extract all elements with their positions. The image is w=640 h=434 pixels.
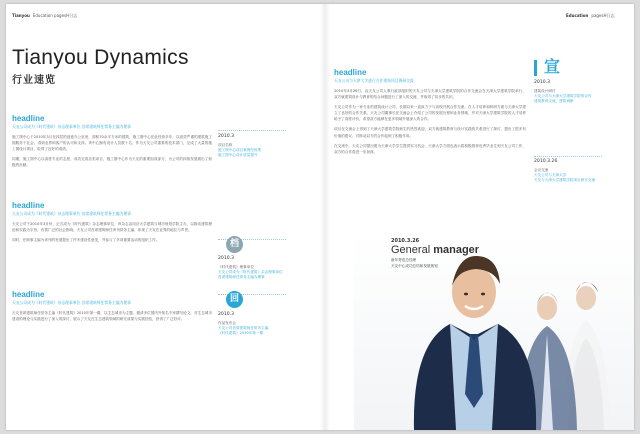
section-paragraph: 项目在交流会上得到了天津大学建筑学院师生的热烈欢迎，双方就建筑教育与设计实践的关系进行了探讨，提出了很多有价值的建议，对推动双方的合作起到了积极作用。 [334,127,526,138]
section-headline: headline [12,290,45,299]
section-paragraph: 天友公司于2010年3月份，正式成为《时代建筑》杂志理事单位，该杂志由同济大学建筑与城市规划学院主办，以推动建筑理论和实践为宗旨，有着广泛的社会影响。天友公司首席建筑师任该刊常务主编，体现了天友在业界的地位与声誉。 [12,222,212,233]
general-manager-caption [391,238,479,269]
side-block-2 [218,256,308,280]
side-item: 首席建筑师任常务主编为理事 [218,275,265,280]
right-running-head [566,13,615,19]
section-headline: headline [12,114,45,123]
side-item: 施工图中心项目案例经验集 [218,148,262,152]
section-subhead: 天友公司成为《时代建筑》杂志理事单位 首席建筑师任常务主编为理事 [12,300,131,305]
section-subhead: 天友公司与天津大学进行合作建筑项目调研交流 [334,78,414,83]
side-block-1 [218,134,308,158]
section-paragraph: 天友首席建筑师任常务主编《时代建筑》2010年第一期，以生态城市为主题，邀请多位国内外知名专家撰写论文，对生态城市建设的理论与实践进行了深入的探讨，展示了天友在生态建筑领域的研究成果与实践经验，获得了广泛好评。 [12,311,212,322]
running-head-rest: pagesH日志 [591,13,615,18]
side-item: 《时代建筑》2010年第一期 [218,331,264,336]
section-subhead: 天友公司成为《时代建筑》杂志理事单位 首席建筑师任常务主编为理事 [12,124,131,129]
side-item: 天友公司与天津大学 [534,173,567,177]
section-headline: headline [334,68,367,77]
running-head-rest: Education pagesH日志 [32,13,78,18]
dotted-divider [534,156,602,157]
section-headline: headline [12,201,45,210]
side-item: 天友公司与天津大学建筑学院的合作 [534,94,592,98]
section-paragraph: 施工图中心于2010年3月在四层的创意办公室里，面积70余平方米的建筑，施工图中心在此经营多年，以高效严谨的建筑施工图服务于社会，得到业界和客户的认可和支持。该中心拥有设计人员数十名，作为天友公司重要的技术部门，完成了大量的施工图设计项目，取得了良好的成绩。 [12,135,212,152]
section-paragraph: 天友公司作为一家专业的建筑设计公司，长期以来一直致力于与高校开展合作交流，在人才培养和科研方面与天津大学建立了良好的合作关系。天友公司董事长在交流会上介绍了公司的发展历程和业务领域，并对天津大学建筑学院的人才培养给予了高度评价，希望双方能够在更多领域开展深入的合作。 [334,105,526,122]
side-item: 建筑教育交流、建筑调研 [534,99,574,104]
side-label: 项目名称 [218,143,233,147]
side-item: 天友公司成为《时代建筑》杂志理事单位 [218,270,283,274]
right-news-section [334,68,526,155]
news-section-3 [12,290,212,322]
side-date: 2010.3 [534,80,551,85]
side-label: 《时代建筑》理事单位 [218,265,254,269]
page-title: Tianyou Dynamics [12,46,189,69]
side-date: 2010.3 [218,134,235,139]
side-label: 建筑设计研讨 [534,89,556,93]
side-date: 2010.3 [218,312,235,317]
section-tag-icon: 回 [226,291,243,308]
caption-date: 2010.3.26 [391,238,420,244]
dotted-divider [218,130,286,131]
magazine-spread [6,4,634,430]
side-item: 施工图中心设计质量提升 [218,153,258,158]
side-label: 会议交流 [534,168,549,172]
section-paragraph: 在交流中，天友公司提出愿为天津大学学生提供实习机会，天津大学方面也表示将积极推荐优秀毕业生到天友公司工作，双方的合作将进一步加深。 [334,143,526,154]
section-paragraph: 同时，任职事主编为该刊的发展提出了许多建设性意见，并参与了多项重要活动的组织工作。 [12,238,160,243]
side-date: 2010.3.26 [534,159,558,164]
side-item: 天友公司首席建筑师任常务主编 [218,326,269,330]
caption-title [391,244,479,256]
section-subhead: 天友公司成为《时代建筑》杂志理事单位 首席建筑师任常务主编为理事 [12,211,131,216]
caption-line-2: 天友中心成功总结和发展规划 [391,264,438,268]
left-running-head [12,13,77,19]
section-paragraph: 同期，施工图中心以高度专业的态度，成功完成各类项目，施工图中心作为天友的重要组成部分，为公司的持续发展做出了积极的贡献。 [12,157,212,168]
section-tag-icon: 宣 [541,56,563,78]
side-block-3 [218,312,308,336]
news-section-1 [12,114,212,168]
side-item: 天友与天津大学建筑学院项目研讨交流 [534,178,596,183]
side-date: 2010.3 [218,256,235,261]
caption-line-1: 新年寄语总经理 [391,258,417,262]
right-side-block [534,80,624,104]
caption-title-light: General [391,244,434,256]
side-label: 作品发布会 [218,321,236,325]
page-gutter [320,4,330,430]
news-section-2 [12,201,212,243]
section-tag-icon: 档 [226,236,243,253]
accent-bar [534,60,537,76]
section-paragraph: 2010年3月26日，由天友公司人事行政部组织的天友公司与天津大学建筑学院的合作交流会在天津大学建筑学院举行，双方就建筑设计与教育的结合问题进行了深入的交流，并取得了初步的共识。 [334,89,526,100]
caption-title-bold: manager [433,244,480,256]
right-side-block-2 [534,159,624,183]
running-head-label: Tianyou [12,13,30,18]
running-head-label: Education [566,13,589,18]
page-subtitle: 行业速览 [12,75,56,86]
